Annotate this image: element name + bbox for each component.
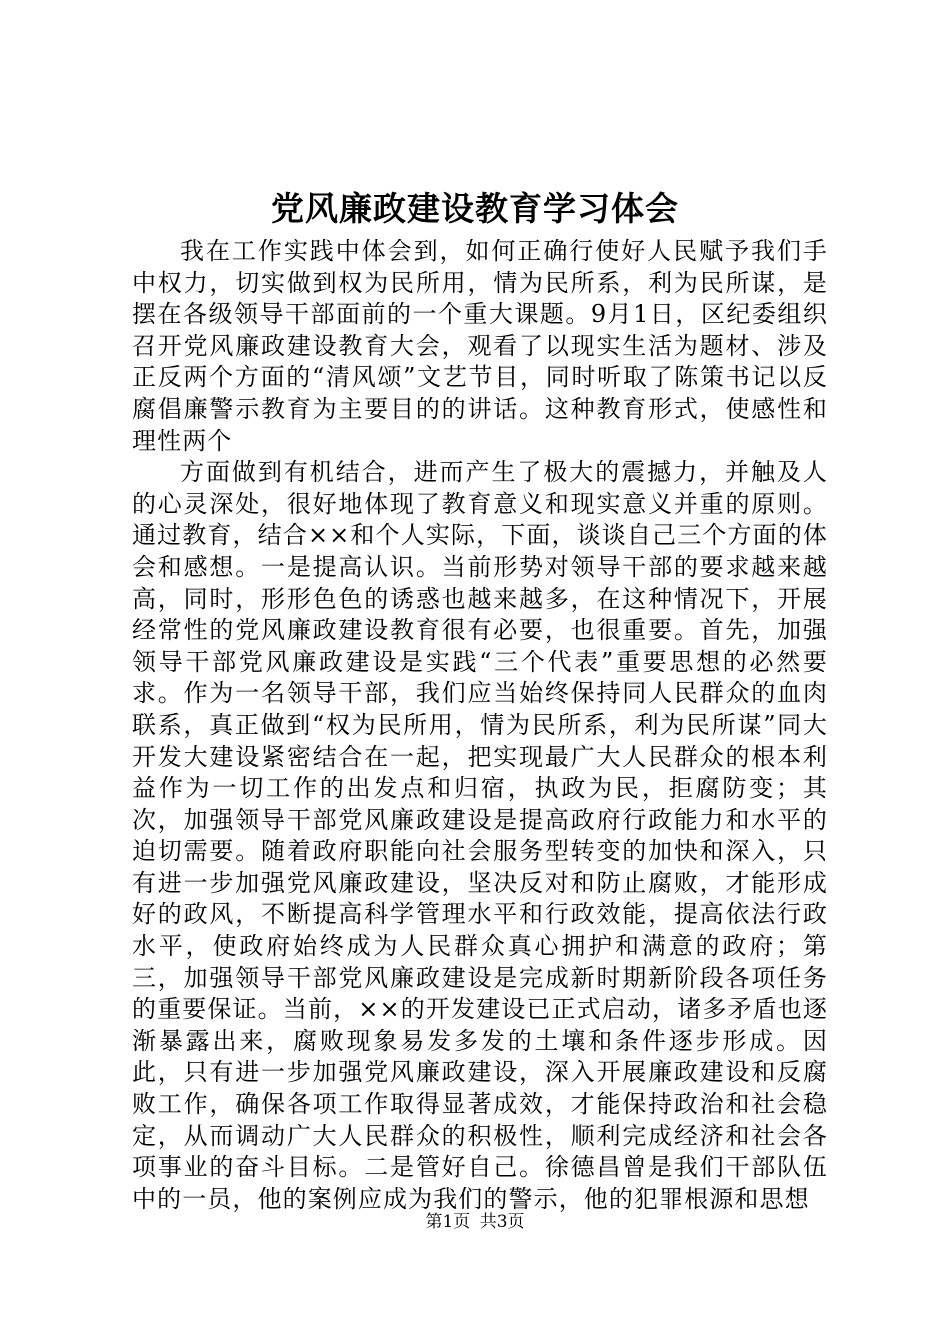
- page-footer: [0, 1210, 950, 1234]
- paragraph-1: 我在工作实践中体会到，如何正确行使好人民赋予我们手中权力，切实做到权为民所用，情为民所系，利为民所谋，是摆在各级领导干部面前的一个重大课题。9月1日，区纪委组织召开党风廉政建设教育大会，观看了以现实生活为题材、涉及正反两个方面的“清风颂”文艺节目，同时听取了陈策书记以反腐倡廉警示教育为主要目的的讲话。这种教育形式，使感性和理性两个: [132, 237, 828, 455]
- page-number-total: 共3页: [479, 1212, 525, 1232]
- document-title: 党风廉政建设教育学习体会: [271, 189, 679, 228]
- document-body: [132, 236, 828, 1215]
- page-number-current: 第1页: [425, 1212, 471, 1232]
- paragraph-2: 方面做到有机结合，进而产生了极大的震撼力，并触及人的心灵深处，很好地体现了教育意义和现实意义并重的原则。通过教育，结合××和个人实际，下面，谈谈自己三个方面的体会和感想。一是提高认识。当前形势对领导干部的要求越来越高，同时，形形色色的诱惑也越来越多，在这种情况下，开展经常性的党风廉政建设教育很有必要，也很重要。首先，加强领导干部党风廉政建设是实践“三个代表”重要思想的必然要求。作为一名领导干部，我们应当始终保持同人民群众的血肉联系，真正做到“权为民所用，情为民所系，利为民所谋”同大开发大建设紧密结合在一起，把实现最广大人民群众的根本利益作为一切工作的出发点和归宿，执政为民，拒腐防变；其次，加强领导干部党风廉政建设是提高政府行政能力和水平的迫切需要。随着政府职能向社会服务型转变的加快和深入，只有进一步加强党风廉政建设，坚决反对和防止腐败，才能形成好的政风，不断提高科学管理水平和行政效能，提高依法行政水平，使政府始终成为人民群众真心拥护和满意的政府；第三，加强领导干部党风廉政建设是完成新时期新阶段各项任务的重要保证。当前，××的开发建设已正式启动，诸多矛盾也逐渐暴露出来，腐败现象易发多发的土壤和条件逐步形成。因此，只有进一步加强党风廉政建设，深入开展廉政建设和反腐败工作，确保各项工作取得显著成效，才能保持政治和社会稳定，从而调动广大人民群众的积极性，顺利完成经济和社会各项事业的奋斗目标。二是管好自己。徐德昌曾是我们干部队伍中的一员，他的案例应成为我们的警示，他的犯罪根源和思想: [132, 458, 828, 1213]
